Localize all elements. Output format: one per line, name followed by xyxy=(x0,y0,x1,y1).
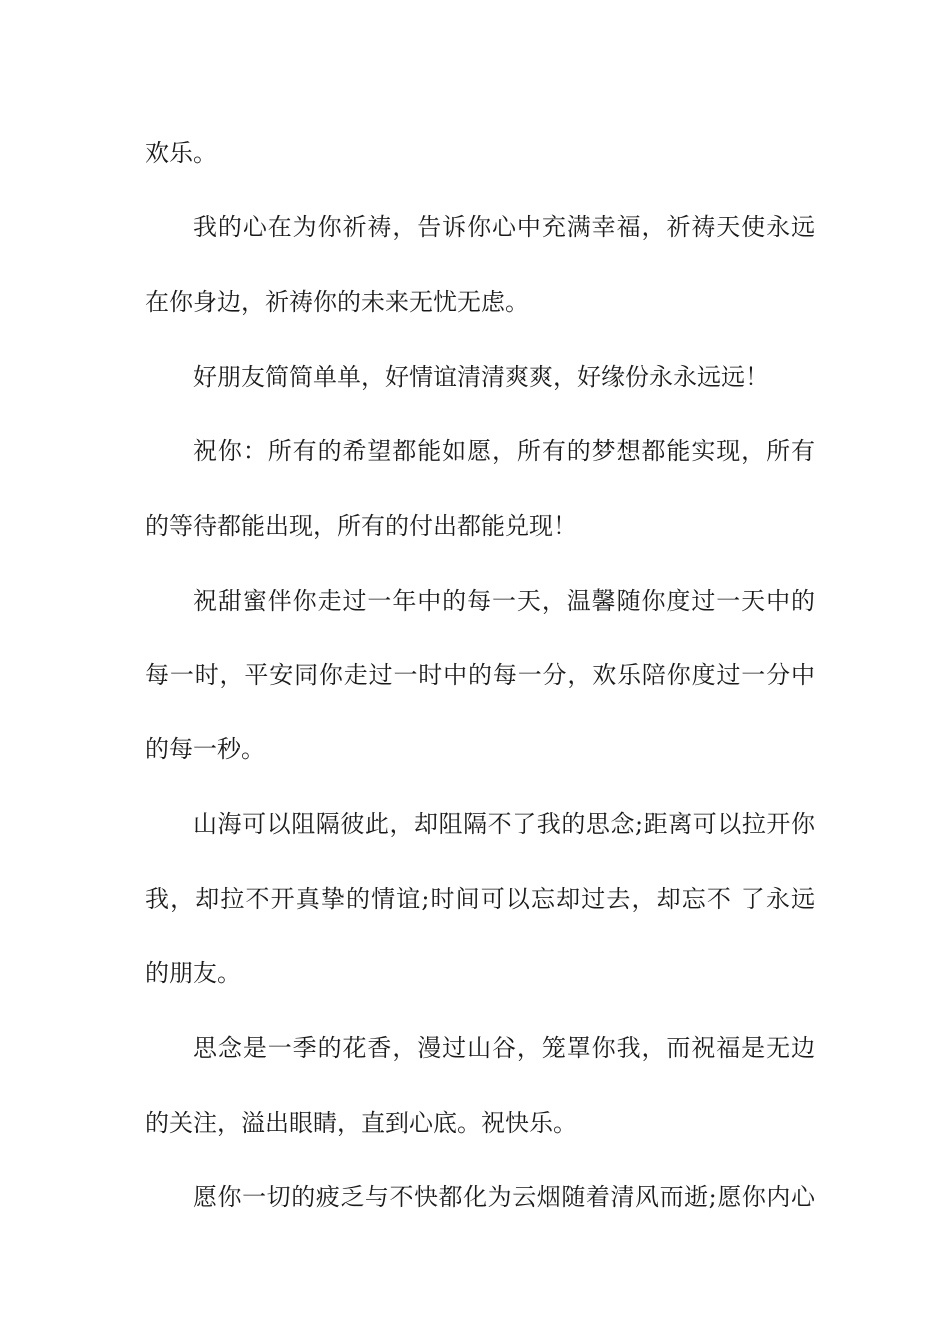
paragraph-first-line: 思念是一季的花香，漫过山谷，笼罩你我，而祝福是无边 xyxy=(193,1034,815,1062)
paragraph-first-line: 我的心在为你祈祷，告诉你心中充满幸福，祈祷天使永远 xyxy=(193,213,815,241)
paragraph-first-line: 好朋友简简单单，好情谊清清爽爽，好缘份永永远远！ xyxy=(193,363,769,391)
text-line: 的每一秒。 xyxy=(145,735,265,763)
text-line: 的关注，溢出眼睛，直到心底。祝快乐。 xyxy=(145,1109,577,1137)
paragraph-first-line: 祝甜蜜伴你走过一年中的每一天，温馨随你度过一天中的 xyxy=(193,587,815,615)
text-line: 的朋友。 xyxy=(145,959,241,987)
paragraph-first-line: 山海可以阻隔彼此，却阻隔不了我的思念;距离可以拉开你 xyxy=(193,810,815,838)
text-line: 在你身边，祈祷你的未来无忧无虑。 xyxy=(145,288,529,316)
text-line: 欢乐。 xyxy=(145,139,217,167)
paragraph-first-line: 祝你：所有的希望都能如愿，所有的梦想都能实现，所有 xyxy=(193,437,815,465)
text-line: 每一时，平安同你走过一时中的每一分，欢乐陪你度过一分中 xyxy=(145,661,815,689)
text-line: 我，却拉不开真挚的情谊;时间可以忘却过去，却忘不 了永远 xyxy=(145,885,815,913)
paragraph-first-line: 愿你一切的疲乏与不快都化为云烟随着清风而逝;愿你内心 xyxy=(193,1183,815,1211)
text-line: 的等待都能出现，所有的付出都能兑现！ xyxy=(145,512,577,540)
